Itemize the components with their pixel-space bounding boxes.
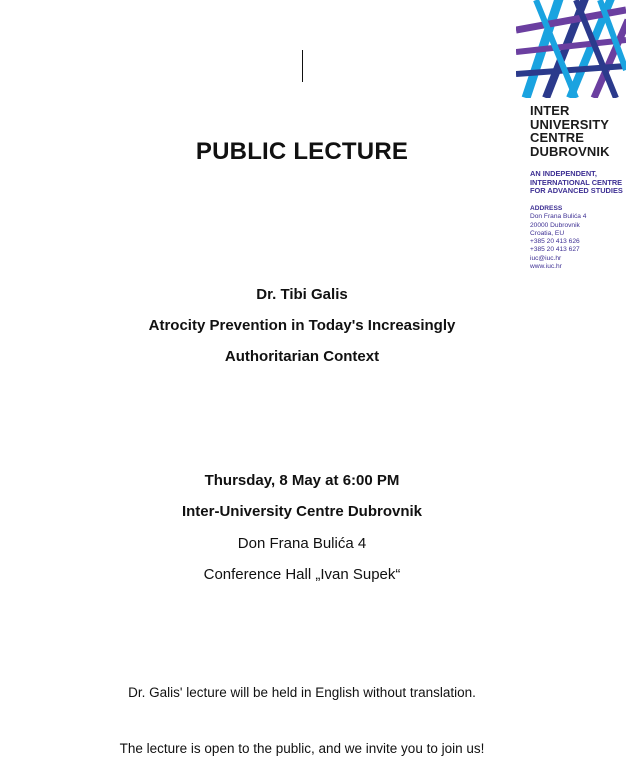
- speaker-name: Dr. Tibi Galis: [256, 286, 348, 303]
- event-datetime: Thursday, 8 May at 6:00 PM: [204, 472, 400, 489]
- event-venue: Inter-University Centre Dubrovnik: [181, 503, 423, 520]
- iuc-logo-name: INTER UNIVERSITY CENTRE DUBROVNIK: [530, 103, 610, 159]
- address-line: iuc@iuc.hr: [530, 254, 562, 262]
- event-street: Don Frana Bulića 4: [237, 535, 367, 552]
- address-line: Don Frana Bulića 4: [530, 213, 587, 221]
- lecture-title-line-2: Authoritarian Context: [224, 348, 380, 365]
- iuc-logo-graphic: [516, 0, 626, 98]
- address-line: +385 20 413 627: [530, 246, 580, 254]
- language-note: Dr. Galis' lecture will be held in English without translation.: [128, 685, 476, 700]
- lecture-title-line-1: Atrocity Prevention in Today's Increasingly: [148, 317, 456, 334]
- address-heading: ADDRESS: [530, 205, 563, 212]
- text-cursor: [302, 50, 303, 82]
- address-line: +385 20 413 626: [530, 238, 580, 246]
- iuc-address-block: [530, 205, 626, 271]
- page-title: PUBLIC LECTURE: [195, 138, 409, 165]
- address-line: 20000 Dubrovnik: [530, 221, 580, 229]
- address-line: Croatia, EU: [530, 229, 565, 237]
- event-hall: Conference Hall „Ivan Supek“: [203, 566, 401, 583]
- public-invitation-note: The lecture is open to the public, and we invite you to join us!: [119, 741, 485, 756]
- address-line: www.iuc.hr: [530, 263, 562, 271]
- iuc-logo-tagline: AN INDEPENDENT, INTERNATIONAL CENTRE FOR ADVANCED STUDIES: [530, 169, 623, 196]
